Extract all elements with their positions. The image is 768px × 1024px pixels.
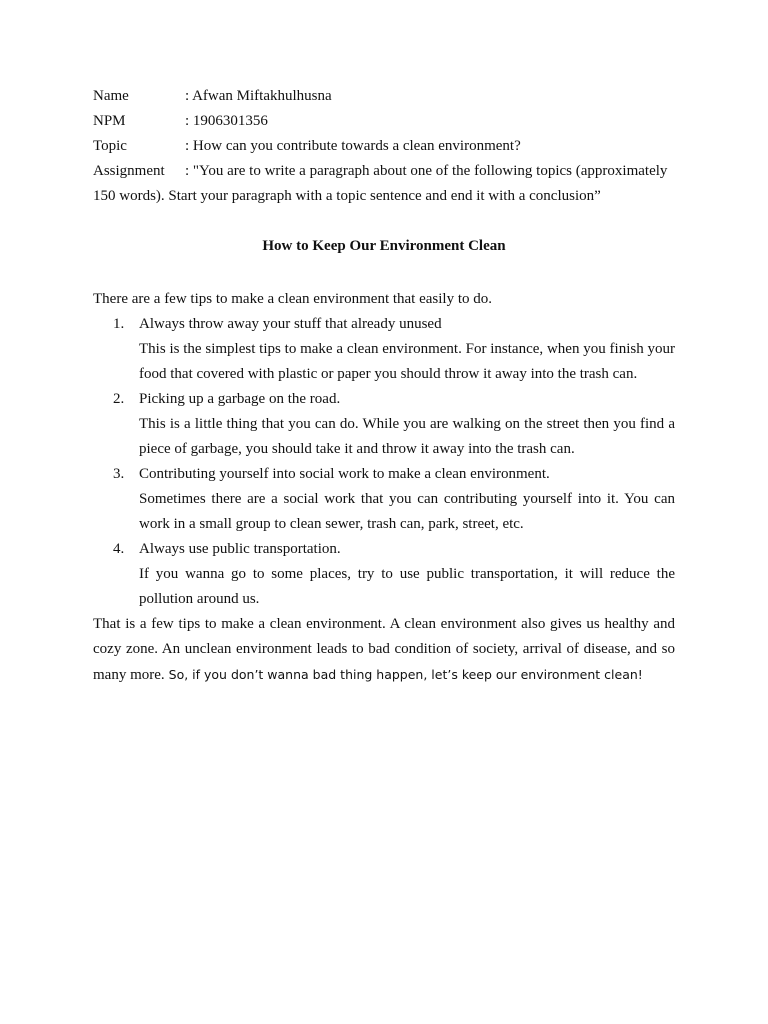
list-item-heading: Always use public transportation. — [139, 541, 341, 557]
tips-list — [93, 312, 675, 612]
list-item-number: 3. — [113, 466, 125, 482]
list-item-number: 2. — [113, 391, 125, 407]
list-item-heading: Picking up a garbage on the road. — [139, 391, 341, 407]
list-item — [93, 537, 675, 612]
list-item-description: This is the simplest tips to make a clean environment. For instance, when you finish your food that covered with plastic or paper you should throw it away into the trash can. — [139, 341, 675, 382]
list-item-number: 1. — [113, 316, 125, 332]
name-row — [93, 86, 675, 111]
assignment-value-line1: : "You are to write a paragraph about one of the following topics (approximately — [185, 163, 668, 179]
list-item-number: 4. — [113, 541, 125, 557]
list-item — [93, 387, 675, 462]
assignment-label: Assignment — [93, 163, 165, 179]
topic-value: : How can you contribute towards a clean environment? — [185, 138, 521, 154]
student-info-header — [93, 86, 675, 211]
list-item — [93, 462, 675, 537]
essay-body — [93, 287, 675, 688]
conclusion-paragraph — [93, 612, 675, 688]
list-item-heading: Always throw away your stuff that already unused — [139, 316, 442, 332]
essay-title: How to Keep Our Environment Clean — [262, 238, 506, 254]
npm-label: NPM — [93, 113, 126, 129]
topic-label: Topic — [93, 138, 127, 154]
intro-sentence: There are a few tips to make a clean environment that easily to do. — [93, 291, 493, 307]
list-item-description: This is a little thing that you can do. While you are walking on the street then you find a piece of garbage, you should take it and throw it away into the trash can. — [139, 416, 675, 457]
list-item-description: Sometimes there are a social work that you can contributing yourself into it. You can work in a small group to clean sewer, trash can, park, street, etc. — [139, 491, 675, 532]
topic-row — [93, 136, 675, 161]
npm-row — [93, 111, 675, 136]
npm-value: : 1906301356 — [185, 113, 268, 129]
assignment-value-line2: 150 words). Start your paragraph with a topic sentence and end it with a conclusion” — [93, 188, 601, 204]
list-item-heading: Contributing yourself into social work to make a clean environment. — [139, 466, 550, 482]
conclusion-text: That is a few tips to make a clean environment. A clean environment also gives us healthy and cozy zone. An unclean environment leads to bad condition of society, arrival of disease, and so many more. — [93, 616, 675, 683]
list-item — [93, 312, 675, 387]
list-item-description: If you wanna go to some places, try to use public transportation, it will reduce the pollution around us. — [139, 566, 675, 607]
conclusion-final-sentence: So, if you don’t wanna bad thing happen, let’s keep our environment clean! — [164, 667, 643, 682]
name-value: : Afwan Miftakhulhusna — [185, 88, 332, 104]
name-label: Name — [93, 88, 129, 104]
assignment-row — [93, 161, 675, 186]
